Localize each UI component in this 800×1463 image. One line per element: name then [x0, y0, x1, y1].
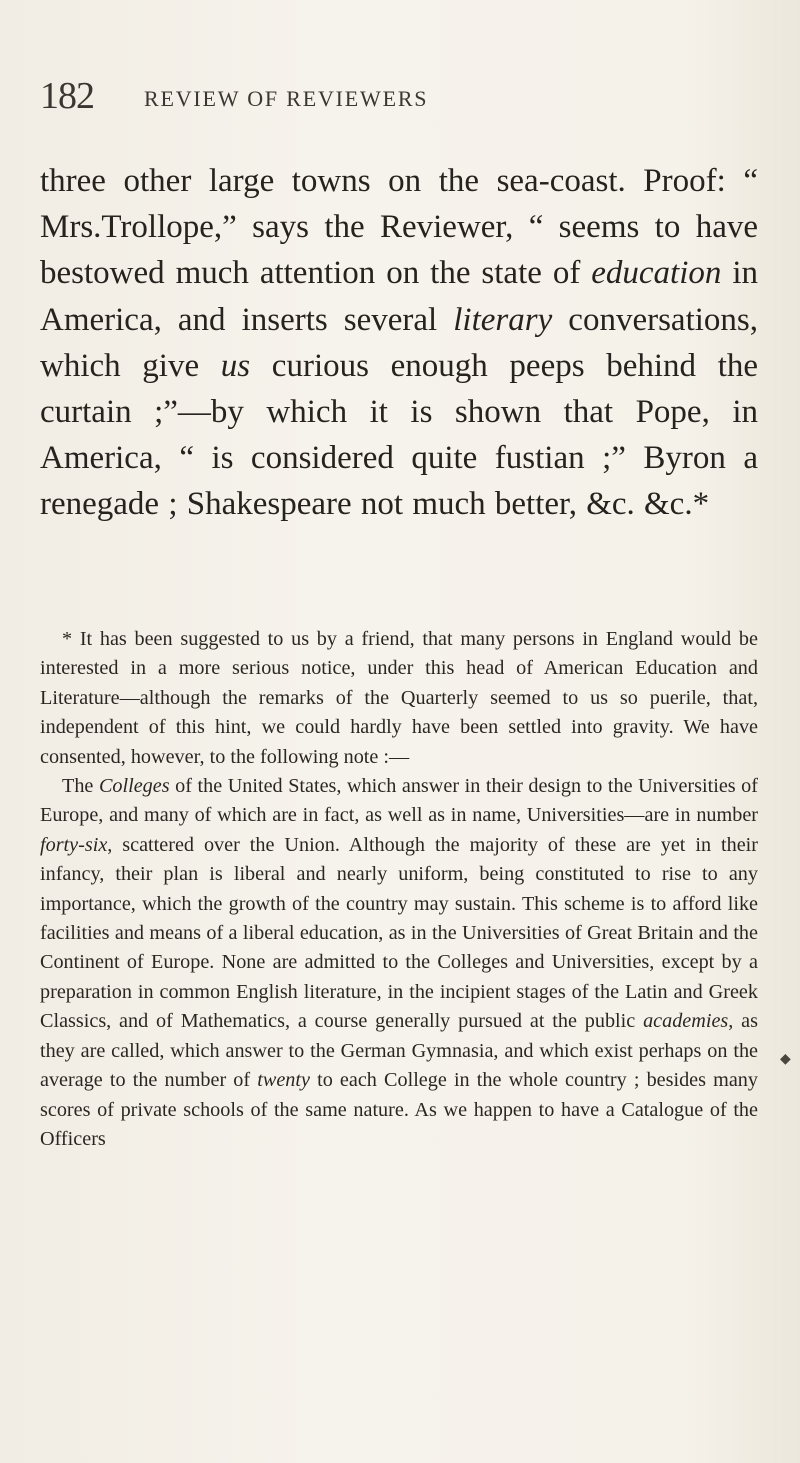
page-header	[40, 76, 760, 116]
running-head: REVIEW OF REVIEWERS	[144, 86, 429, 111]
main-text-italic: education	[591, 255, 722, 292]
footnote-italic: twenty	[257, 1069, 310, 1092]
page-number: 182	[40, 75, 94, 117]
footnote-segment: to each College in the whole country ; besides many scores of private schools of the same nature. As we happen to have a Catalogue of the Officers	[40, 1069, 758, 1150]
footnote-italic: academies	[643, 1010, 729, 1033]
footnote-paragraph: * It has been suggested to us by a friend, that many persons in England would be interested in a more serious notice, under this head of American Education and Literature—although the remarks of the Quarterly seemed to us so puerile, that, independent of this hint, we could hardly have been settled into gravity. We have consented, however, to the following note :—	[40, 628, 758, 768]
footnote-paragraph	[40, 772, 758, 1154]
main-text-segment: in America, and inserts several	[40, 255, 758, 338]
footnote-segment: The	[62, 775, 99, 798]
margin-mark: ◆	[780, 1052, 791, 1067]
main-body-text	[40, 158, 758, 528]
footnote-segment: , as they are called, which answer to the German Gymnasia, and which exist perhaps on the average to the number of	[40, 1010, 758, 1092]
main-text-segment: curious enough peeps behind the curtain ;”—by which it is shown that Pope, in America, “ is considered quite fustian ;” Byron a renegade ; Shakespeare not much better, &c. &c.*	[40, 347, 759, 523]
main-text-italic: us	[220, 347, 251, 384]
main-text-segment: conversations, which give	[40, 301, 758, 384]
footnote-segment: of the United States, which answer in their design to the Universities of Europe, and many of which are in fact, as well as in name, Universities—are in number	[40, 775, 758, 827]
main-paragraph	[40, 158, 758, 528]
main-text-italic: literary	[453, 301, 553, 338]
footnote-italic: Colleges	[98, 775, 170, 798]
footnote	[40, 625, 758, 1154]
main-text-segment: three other large towns on the sea-coast. Proof: “ Mrs.Trollope,” says the Reviewer, “ seems to have bestowed much attention on the state of	[40, 163, 758, 292]
footnote-segment: , scattered over the Union. Although the majority of these are yet in their infancy, their plan is liberal and nearly uniform, being constituted to rise to any importance, which the growth of the country may sustain. This scheme is to afford like facilities and means of a liberal education, as in the Universities of Great Britain and the Continent of Europe. None are admitted to the Colleges and Universities, except by a preparation in common English literature, in the incipient stages of the Latin and Greek Classics, and of Mathematics, a course generally pursued at the public	[40, 833, 758, 1033]
footnote-italic: forty-six	[40, 833, 108, 856]
